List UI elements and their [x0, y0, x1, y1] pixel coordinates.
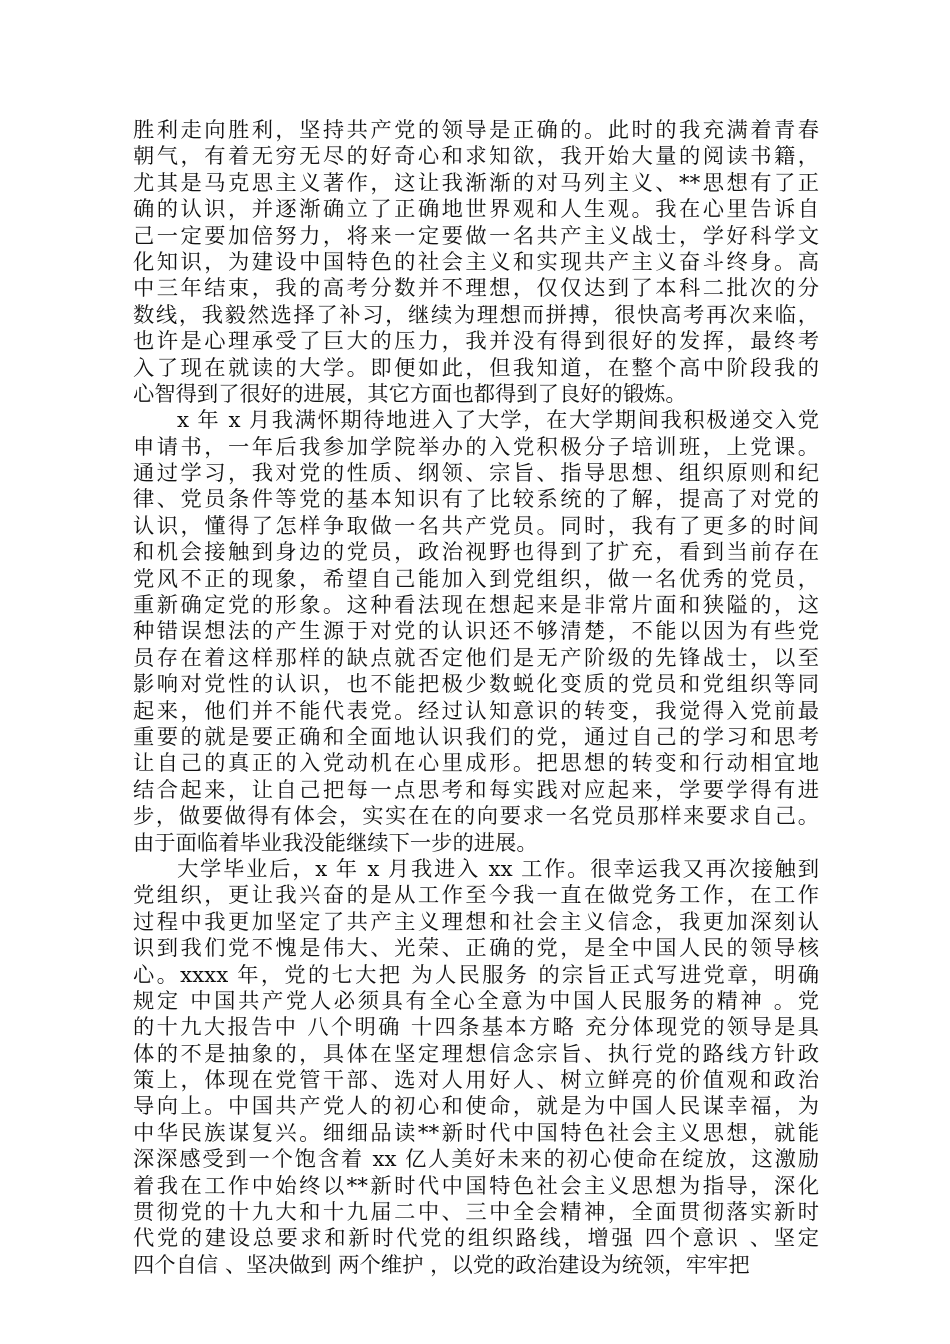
- paragraph: [133, 118, 819, 408]
- text-line: 也许是心理承受了巨大的压力，我并没有得到很好的发挥，最终考: [133, 329, 819, 355]
- paragraph: [133, 857, 819, 1279]
- text-line: 重要的就是要正确和全面地认识我们的党，通过自己的学习和思考: [133, 724, 819, 750]
- text-line: 数线，我毅然选择了补习，继续为理想而拼搏，很快高考再次来临，: [133, 302, 819, 328]
- paragraph: [133, 408, 819, 857]
- text-line: 中三年结束，我的高考分数并不理想，仅仅达到了本科二批次的分: [133, 276, 819, 302]
- text-line: 中华民族谋复兴。细细品读**新时代中国特色社会主义思想，就能: [133, 1120, 819, 1146]
- text-line: 结合起来，让自己把每一点思考和每实践对应起来，学要学得有进: [133, 777, 819, 803]
- text-line: 心智得到了很好的进展，其它方面也都得到了良好的锻炼。: [133, 381, 687, 407]
- document-body: [133, 118, 819, 1279]
- text-line: 贯彻党的十九大和十九届二中、三中全会精神，全面贯彻落实新时: [133, 1200, 819, 1226]
- text-line: 化知识，为建设中国特色的社会主义和实现共产主义奋斗终身。高: [133, 249, 819, 275]
- text-line: 让自己的真正的入党动机在心里成形。把思想的转变和行动相宜地: [133, 751, 819, 777]
- text-line: 导向上。中国共产党人的初心和使命，就是为中国人民谋幸福，为: [133, 1094, 819, 1120]
- text-line: 过程中我更加坚定了共产主义理想和社会主义信念，我更加深刻认: [133, 909, 819, 935]
- text-line: 律、党员条件等党的基本知识有了比较系统的了解，提高了对党的: [133, 487, 819, 513]
- text-line: 尤其是马克思主义著作，这让我渐渐的对马列主义、**思想有了正: [133, 170, 819, 196]
- text-line: 四个自信 、坚决做到 两个维护 ，以党的政治建设为统领，牢牢把: [133, 1252, 750, 1278]
- text-line: 种错误想法的产生源于对党的认识还不够清楚，不能以因为有些党: [133, 619, 819, 645]
- text-line: 着我在工作中始终以**新时代中国特色社会主义思想为指导，深化: [133, 1173, 819, 1199]
- text-line: 心。xxxx 年，党的七大把 为人民服务 的宗旨正式写进党章，明确: [133, 962, 819, 988]
- text-line: 员存在着这样那样的缺点就否定他们是无产阶级的先锋战士，以至: [133, 645, 819, 671]
- text-line: 己一定要加倍努力，将来一定要做一名共产主义战士，学好科学文: [133, 223, 819, 249]
- text-line: x 年 x 月我满怀期待地进入了大学，在大学期间我积极递交入党: [177, 408, 819, 434]
- text-line: 策上，体现在党管干部、选对人用好人、树立鲜亮的价值观和政治: [133, 1068, 819, 1094]
- text-line: 大学毕业后，x 年 x 月我进入 xx 工作。很幸运我又再次接触到: [177, 856, 819, 882]
- text-line: 规定 中国共产党人必须具有全心全意为中国人民服务的精神 。党: [133, 988, 819, 1014]
- text-line: 确的认识，并逐渐确立了正确地世界观和人生观。我在心里告诉自: [133, 197, 819, 223]
- text-line: 起来，他们并不能代表党。经过认知意识的转变，我觉得入党前最: [133, 698, 819, 724]
- text-line: 党风不正的现象，希望自己能加入到党组织，做一名优秀的党员，: [133, 566, 819, 592]
- text-line: 申请书，一年后我参加学院举办的入党积极分子培训班，上党课。: [133, 434, 819, 460]
- text-line: 和机会接触到身边的党员，政治视野也得到了扩充，看到当前存在: [133, 540, 819, 566]
- text-line: 的十九大报告中 八个明确 十四条基本方略 充分体现党的领导是具: [133, 1015, 819, 1041]
- text-line: 代党的建设总要求和新时代党的组织路线，增强 四个意识 、坚定: [133, 1226, 819, 1252]
- text-line: 深深感受到一个饱含着 xx 亿人美好未来的初心使命在绽放，这激励: [133, 1147, 819, 1173]
- text-line: 步，做要做得有体会，实实在在的向要求一名党员那样来要求自己。: [133, 804, 819, 830]
- text-line: 重新确定党的形象。这种看法现在想起来是非常片面和狭隘的，这: [133, 593, 819, 619]
- text-line: 胜利走向胜利，坚持共产党的领导是正确的。此时的我充满着青春: [133, 118, 819, 143]
- text-line: 党组织，更让我兴奋的是从工作至今我一直在做党务工作，在工作: [133, 883, 819, 909]
- text-line: 通过学习，我对党的性质、纲领、宗旨、指导思想、组织原则和纪: [133, 461, 819, 487]
- text-line: 体的不是抽象的，具体在坚定理想信念宗旨、执行党的路线方针政: [133, 1041, 819, 1067]
- text-line: 由于面临着毕业我没能继续下一步的进展。: [133, 830, 538, 856]
- text-line: 认识，懂得了怎样争取做一名共产党员。同时，我有了更多的时间: [133, 513, 819, 539]
- text-line: 影响对党性的认识，也不能把极少数蜕化变质的党员和党组织等同: [133, 672, 819, 698]
- text-line: 朝气，有着无穷无尽的好奇心和求知欲，我开始大量的阅读书籍，: [133, 144, 819, 170]
- text-line: 入了现在就读的大学。即便如此，但我知道，在整个高中阶段我的: [133, 355, 819, 381]
- text-line: 识到我们党不愧是伟大、光荣、正确的党，是全中国人民的领导核: [133, 936, 819, 962]
